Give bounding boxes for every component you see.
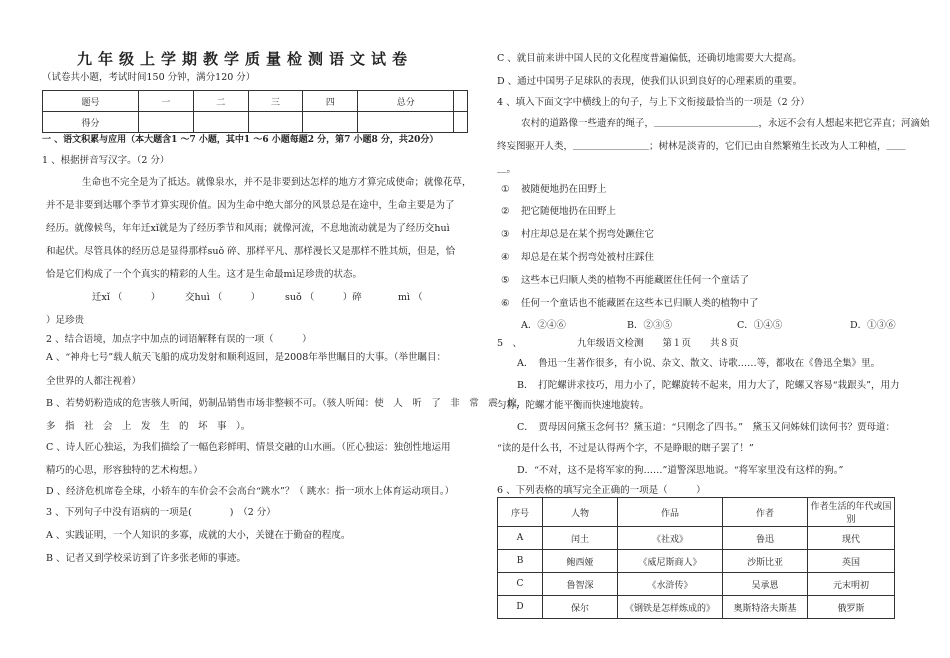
option-item — [501, 252, 654, 264]
option-text: 却总是在某个拐弯处被村庄踩住 — [521, 252, 655, 263]
table-cell: 《社戏》 — [618, 527, 723, 550]
column-header: 人物 — [543, 498, 618, 527]
table-row — [498, 596, 895, 619]
option-2b-cont: 多 指 社 会 上 发 生 的 坏 事 ）。 — [46, 421, 251, 432]
table-row — [498, 573, 895, 596]
option-3d: D 、通过中国男子足球队的表现，使我们认识到良好的心理素质的重要。 — [497, 76, 803, 87]
question-4-passage: ＿。 — [497, 164, 517, 175]
option-5c: C． 贾母因问黛玉念何书？黛玉道：“只刚念了四书。” 黛玉又问姊妹们读何书？贾母道： — [517, 422, 895, 433]
score-header-cell: 四 — [303, 91, 358, 112]
option-item — [501, 184, 607, 196]
pinyin-blank[interactable]: mì （ — [398, 292, 423, 303]
option-text: 村庄却总是在某个拐弯处蹶住它 — [521, 229, 655, 240]
option-text: 任何一个童话也不能藏匿在这些本已归顺人类的植物中了 — [521, 298, 759, 309]
option-number: ⑤ — [501, 275, 510, 286]
choice-d: D．①③⑥ — [850, 320, 896, 331]
column-header: 序号 — [498, 498, 543, 527]
table-cell: 《水浒传》 — [618, 573, 723, 596]
question-4-passage: 农村的道路像一些遗弃的绳子，＿＿＿＿＿＿＿＿＿＿＿，永远不会有人想起来把它弄直；河滴始 — [521, 118, 930, 129]
page-title: 九年级上学期教学质量检测语文试卷 — [76, 50, 413, 68]
column-header: 作者生活的年代或国别 — [808, 498, 895, 527]
table-cell: 鲁迅 — [723, 527, 808, 550]
score-cell[interactable] — [248, 112, 303, 133]
passage-line: 并不是非要到达哪个季节才算实现价值。因为生命中绝大部分的风景总是在途中，生命主要是为了 — [46, 200, 455, 211]
score-table — [42, 90, 468, 133]
section-heading: 一 、语文积累与应用（本大题含1 ～7 小题，其中1 ～6 小题每题2 分，第7 小题8 分，共20分） — [42, 135, 439, 145]
option-5c-cont: “读的是什么书，不过是认得两个字，不是睁眼的瞎子罢了！” — [497, 443, 754, 454]
exam-info: （试卷共小题，考试时间150 分钟，满分120 分） — [42, 72, 256, 83]
option-5b: B． 打陀螺讲求技巧，用力小了，陀螺旋转不起来，用力大了，陀螺又容易“栽跟头”，用力 — [517, 380, 900, 391]
table-cell: 英国 — [808, 550, 895, 573]
table-cell: 奥斯特洛夫斯基 — [723, 596, 808, 619]
choice-a: A．②④⑥ — [521, 320, 566, 331]
option-2b: B 、若势奶粉造成的危害骇人听闻，奶制品销售市场非整顿不可。（骇人听闻：使 人 听 了 非 常 震 惊， — [46, 398, 527, 409]
table-cell: 元末明初 — [808, 573, 895, 596]
score-header-cell: 一 — [138, 91, 193, 112]
score-header-cell: 二 — [193, 91, 248, 112]
table-cell: 鲍西娅 — [543, 550, 618, 573]
option-item — [501, 298, 759, 310]
table-cell: 沙斯比亚 — [723, 550, 808, 573]
literature-table — [497, 497, 895, 619]
option-number: ① — [501, 184, 510, 195]
choice-c: C．①④⑤ — [737, 320, 783, 331]
option-5d: D．“不对，这不是将军家的狗……”道警深思地说。“将军家里没有这样的狗。” — [517, 465, 844, 476]
table-cell: 现代 — [808, 527, 895, 550]
table-cell: 《威尼斯商人》 — [618, 550, 723, 573]
pinyin-blank[interactable]: 迁xǐ （ ） — [92, 292, 161, 303]
option-2c: C 、诗人匠心独运，为我们描绘了一幅色彩鲜明、情景交融的山水画。（匠心独运：独创性地运用 — [46, 442, 451, 453]
score-cell[interactable] — [358, 112, 454, 133]
score-row-label: 得分 — [43, 112, 139, 133]
option-item — [501, 206, 616, 218]
page-footer: 九年级语文检测 第１页 共８页 — [577, 338, 739, 349]
score-cell[interactable] — [303, 112, 358, 133]
score-cell[interactable] — [454, 112, 468, 133]
table-cell: C — [498, 573, 543, 596]
pinyin-blank[interactable]: suǒ （ ）碎 — [285, 292, 362, 303]
option-5b-cont: 匀称，陀螺才能平衡而快速地旋转。 — [497, 400, 650, 411]
option-5a: A． 鲁迅一生著作很多，有小说、杂文、散文、诗歌……等，都收在《鲁迅全集》里。 — [517, 358, 881, 369]
option-2a: A 、“神舟七号”载人航天飞船的成功发射和顺利返回，是2008年举世瞩目的大事。（举世瞩目： — [46, 352, 447, 363]
question-1: 1 、根据拼音写汉字。（2 分） — [42, 155, 170, 166]
score-cell[interactable] — [193, 112, 248, 133]
option-2c-cont: 精巧的心思，形容独特的艺术构想。） — [46, 465, 203, 476]
option-2d: D 、经济危机席卷全球，小轿车的车价会不会高台“跳水”？（ 跳水：指一项水上体育运动项目。） — [46, 486, 455, 497]
question-4-passage: 终妄图驱开人类，＿＿＿＿＿＿＿＿；树林是淡青的，它们已由自然繁殖生长改为人工种植，＿＿ — [497, 141, 906, 152]
table-cell: 保尔 — [543, 596, 618, 619]
passage-line: 和起伏。尽管具体的经历总是显得那样suǒ 碎、那样平凡、那样漫长又是那样不胜其烦，但是，恰 — [46, 246, 456, 257]
passage-line: 经历。就像候鸟，年年迁xǐ就是为了经历季节和风雨；就像河流，不息地流动就是为了经历交huì — [46, 223, 450, 234]
pinyin-blank[interactable]: 交huì （ ） — [185, 292, 261, 303]
option-text: 被随便地扔在田野上 — [521, 184, 607, 195]
option-text: 这些本已归顺人类的植物不再能藏匿住任何一个童话了 — [521, 275, 750, 286]
question-5-number: 5 、 — [497, 338, 523, 349]
table-cell: D — [498, 596, 543, 619]
score-table-row — [43, 112, 468, 133]
option-3a: A 、实践证明，一个人知识的多寡，成就的大小，关键在于勤奋的程度。 — [46, 530, 351, 541]
table-header-row — [498, 498, 895, 527]
table-cell: 俄罗斯 — [808, 596, 895, 619]
option-number: ④ — [501, 252, 510, 263]
option-text: 把它随便地扔在田野上 — [521, 206, 617, 217]
option-3b: B 、记者又到学校采访到了许多张老师的事迹。 — [46, 553, 247, 564]
question-6: 6 、下列表格的填写完全正确的一项是（ ） — [497, 485, 706, 496]
table-cell: B — [498, 550, 543, 573]
table-cell: 闰土 — [543, 527, 618, 550]
option-item — [501, 229, 654, 241]
score-header-cell: 三 — [248, 91, 303, 112]
table-row — [498, 527, 895, 550]
option-3c: C 、就目前来讲中国人民的文化程度普遍偏低，还确切地需要大大提高。 — [497, 53, 802, 64]
score-table-header — [43, 91, 468, 112]
question-3: 3 、下列句子中没有语病的一项是( ) （2 分） — [46, 507, 276, 518]
score-header-cell: 总分 — [358, 91, 454, 112]
table-cell: 吴承恩 — [723, 573, 808, 596]
column-header: 作品 — [618, 498, 723, 527]
score-header-cell: 题号 — [43, 91, 139, 112]
score-cell[interactable] — [138, 112, 193, 133]
question-2: 2 、结合语境，加点字中加点的词语解释有误的一项（ ） — [46, 334, 312, 345]
column-header: 作者 — [723, 498, 808, 527]
table-cell: A — [498, 527, 543, 550]
pinyin-blank-end: ）足珍贵 — [46, 315, 85, 326]
table-cell: 《钢铁是怎样炼成的》 — [618, 596, 723, 619]
question-4: 4 、填入下面文字中横线上的句子，与上下文衔接最恰当的一项是（2 分） — [497, 97, 810, 108]
option-number: ② — [501, 206, 510, 217]
option-item — [501, 275, 749, 287]
option-number: ⑥ — [501, 298, 510, 309]
option-number: ③ — [501, 229, 510, 240]
score-header-cell — [454, 91, 468, 112]
passage-line: 生命也不完全是为了抵达。就像泉水，并不是非要到达怎样的地方才算完成使命；就像花草， — [82, 177, 472, 188]
choice-b: B．②③⑤ — [627, 320, 672, 331]
passage-line: 恰是它们构成了一个个真实的精彩的人生。这才是生命最mì足珍贵的状态。 — [46, 269, 363, 280]
table-row — [498, 550, 895, 573]
table-cell: 鲁智深 — [543, 573, 618, 596]
option-2a-cont: 全世界的人都注视着） — [46, 376, 142, 387]
